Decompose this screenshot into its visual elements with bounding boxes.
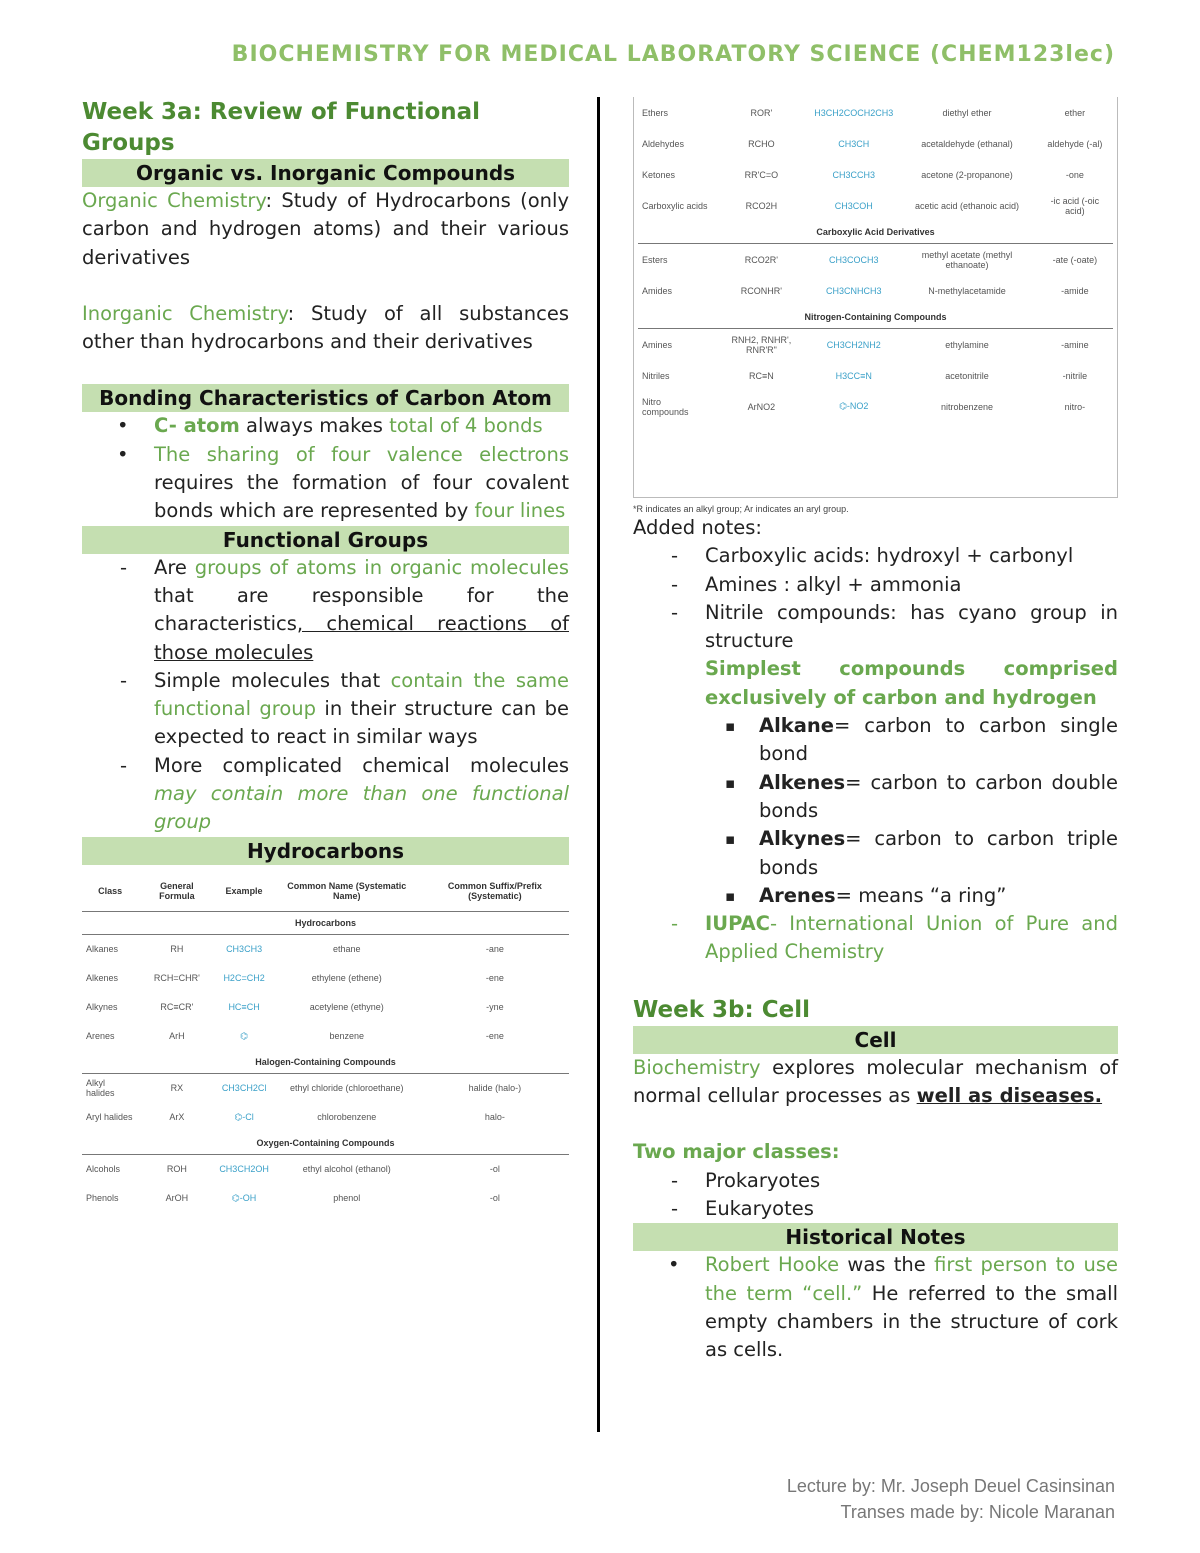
table-cell: -one xyxy=(1065,169,1084,180)
cell-classes-list xyxy=(633,1167,1118,1224)
lecturer-credit: Lecture by: Mr. Joseph Deuel Casinsinan xyxy=(786,1476,1115,1496)
table-section-title: Oxygen-Containing Compounds xyxy=(82,1132,569,1155)
table-cell: ethyl alcohol (ethanol) xyxy=(302,1164,391,1175)
table-cell: ArOH xyxy=(165,1193,189,1204)
table-cell: RCONHR' xyxy=(740,285,783,296)
table-row xyxy=(82,964,569,993)
table-cell: RH xyxy=(170,944,184,955)
table-cell: Alkenes xyxy=(86,973,119,984)
table-cell: CH3CNHCH3 xyxy=(825,285,882,296)
functional-item-2: - Simple molecules that contain the same functional group in their structure can be expected to react in similar ways xyxy=(82,667,569,752)
inorganic-definition: : Study of all substances other than hydrocarbons and their derivatives xyxy=(82,301,569,354)
table-cell: -amide xyxy=(1061,285,1089,296)
added-notes-list xyxy=(633,542,1118,655)
table-cell: RCH=CHR' xyxy=(153,973,200,984)
table-cell: acetone (2-propanone) xyxy=(921,169,1013,180)
table-cell: CH3CH2Cl xyxy=(221,1083,267,1094)
table-header-cell: Common Name (Systematic Name) xyxy=(273,871,421,912)
table-cell: benzene xyxy=(329,1031,365,1042)
hc-arenes: ▪ Arenes= means “a ring” xyxy=(633,882,1118,910)
table-cell: RC≡CR' xyxy=(160,1002,194,1013)
table-cell: Aldehydes xyxy=(642,138,685,149)
table-cell: -yne xyxy=(486,1002,504,1013)
table-header-row xyxy=(82,871,569,912)
table-cell: ethane xyxy=(333,944,361,955)
note-item: - Nitrile compounds: has cyano group in structure xyxy=(633,599,1118,656)
table-cell: acetylene (ethyne) xyxy=(309,1002,384,1013)
table-cell: Phenols xyxy=(86,1193,119,1204)
table-cell: ArNO2 xyxy=(747,401,776,412)
functional-item-1: - Are groups of atoms in organic molecules that are responsible for the characteristics, chemical reactions of those molecules xyxy=(82,554,569,667)
iupac-item: - IUPAC- International Union of Pure and Applied Chemistry xyxy=(633,910,1118,967)
table-cell: ArH xyxy=(169,1031,185,1042)
table-cell: RNH2, RNHR', RNR'R" xyxy=(731,334,792,355)
table-cell: Carboxylic acids xyxy=(642,200,708,211)
table-section-row xyxy=(82,1051,569,1074)
table-cell: RCO2H xyxy=(745,200,778,211)
table-header-cell: Example xyxy=(215,871,273,912)
functional-groups-table-part1 xyxy=(82,871,569,1266)
functional-groups-heading: Functional Groups xyxy=(82,526,569,554)
table-cell: nitrobenzene xyxy=(940,401,994,412)
hydrocarbon-types-list xyxy=(633,712,1118,910)
historical-list xyxy=(633,1251,1118,1364)
organic-definition: : Study of Hydrocarbons (only carbon and hydrogen atoms) and their various derivatives xyxy=(82,189,569,269)
table-cell: RCO2R' xyxy=(744,254,779,265)
table-cell: Nitriles xyxy=(642,370,670,381)
table-cell: acetaldehyde (ethanal) xyxy=(921,138,1013,149)
table-cell: CH3CH2OH xyxy=(219,1164,269,1175)
table-cell: Amides xyxy=(642,285,673,296)
table-cell: Alcohols xyxy=(86,1164,121,1175)
table-cell: ⌬-OH xyxy=(231,1192,257,1203)
table-row xyxy=(638,97,1113,128)
table-row xyxy=(82,1154,569,1184)
table-cell: ethyl chloride (chloroethane) xyxy=(289,1083,404,1094)
table-cell: RR'C=O xyxy=(744,169,779,180)
table-cell: Alkyl halides xyxy=(86,1078,115,1099)
week3a-title: Week 3a: Review of Functional Groups xyxy=(82,99,481,156)
table-cell: -ol xyxy=(489,1193,500,1204)
table-cell: Amines xyxy=(642,339,673,350)
table-row xyxy=(82,993,569,1022)
table-cell: ⌬-NO2 xyxy=(839,401,869,411)
bonding-bullet-2: • The sharing of four valence electrons requires the formation of four covalent bonds which are represented by four lines xyxy=(82,441,569,526)
table-cell: Aryl halides xyxy=(86,1112,133,1123)
table-cell: -ol xyxy=(489,1164,500,1175)
table-cell: ether xyxy=(1064,107,1086,118)
table-cell: chlorobenzene xyxy=(317,1112,377,1123)
table-cell: -amine xyxy=(1061,339,1089,350)
table-row xyxy=(638,360,1113,391)
table-cell: ⌬ xyxy=(240,1030,248,1041)
class-item: - Prokaryotes xyxy=(633,1167,1118,1195)
table-section-row xyxy=(82,911,569,934)
organic-inorganic-heading: Organic vs. Inorganic Compounds xyxy=(82,159,569,187)
table-cell: Alkynes xyxy=(86,1002,118,1013)
table-cell: halo- xyxy=(484,1112,505,1123)
table-row xyxy=(638,275,1113,306)
note-item: - Amines : alkyl + ammonia xyxy=(633,571,1118,599)
table-cell: CH3COH xyxy=(834,200,873,211)
table-cell: Nitro compounds xyxy=(642,396,689,417)
table-row xyxy=(638,190,1113,221)
table-section-title: Hydrocarbons xyxy=(82,911,569,934)
table-header-cell: Class xyxy=(82,871,138,912)
organic-term: Organic Chemistry xyxy=(82,189,266,212)
table-cell: phenol xyxy=(333,1193,361,1204)
table-section-title: Carboxylic Acid Derivatives xyxy=(638,221,1113,244)
table-section-title: Halogen-Containing Compounds xyxy=(82,1051,569,1074)
table-cell: halide (halo-) xyxy=(468,1083,522,1094)
table-cell: ArX xyxy=(169,1112,185,1123)
table-cell: CH3COCH3 xyxy=(828,254,879,265)
table-cell: Alkanes xyxy=(86,944,119,955)
table-cell: diethyl ether xyxy=(942,107,992,118)
table-cell: aldehyde (-al) xyxy=(1047,138,1103,149)
table-row xyxy=(82,1022,569,1051)
functional-groups-table-part2 xyxy=(633,97,1118,498)
table-cell: -ene xyxy=(485,973,504,984)
table-cell: Arenes xyxy=(86,1031,115,1042)
hc-alkenes: ▪ Alkenes= carbon to carbon double bonds xyxy=(633,769,1118,826)
table-header-cell: General Formula xyxy=(138,871,215,912)
historical-notes-heading: Historical Notes xyxy=(633,1223,1118,1251)
right-column xyxy=(633,97,1118,1364)
class-item: - Eukaryotes xyxy=(633,1195,1118,1223)
table-cell: H3CC≡N xyxy=(835,370,872,381)
table-cell: ROR' xyxy=(750,107,773,118)
hydrocarbons-heading: Hydrocarbons xyxy=(82,837,569,865)
table-section-row xyxy=(82,1132,569,1155)
table-cell: -ate (-oate) xyxy=(1052,254,1098,265)
table-header-cell: Common Suffix/Prefix (Systematic) xyxy=(421,871,569,912)
table-cell: -ic acid (-oic acid) xyxy=(1050,195,1100,216)
table-cell: -ane xyxy=(485,944,504,955)
bonding-heading: Bonding Characteristics of Carbon Atom xyxy=(82,384,569,412)
table-cell: ethylene (ethene) xyxy=(311,973,382,984)
transes-credit: Transes made by: Nicole Maranan xyxy=(840,1502,1115,1522)
table-cell: acetonitrile xyxy=(945,370,989,381)
two-major-classes: Two major classes: xyxy=(633,1140,840,1164)
organic-paragraph xyxy=(82,187,569,272)
table-cell: RCHO xyxy=(748,138,775,149)
table-section-row xyxy=(638,306,1113,329)
inorganic-term: Inorganic Chemistry xyxy=(82,301,288,325)
table-cell: ROH xyxy=(166,1164,187,1175)
iupac-list xyxy=(633,910,1118,967)
week3b-title: Week 3b: Cell xyxy=(633,996,810,1023)
table-cell: HC≡CH xyxy=(228,1002,260,1013)
table-cell: -nitrile xyxy=(1062,370,1088,381)
table-cell: CH3CH xyxy=(838,138,870,149)
table-row xyxy=(82,934,569,964)
table-row xyxy=(638,329,1113,361)
table-cell: H3CH2COCH2CH3 xyxy=(814,107,894,118)
functional-groups-list xyxy=(82,554,569,837)
cell-heading: Cell xyxy=(633,1026,1118,1054)
table-cell: nitro- xyxy=(1064,401,1086,412)
cell-paragraph: Biochemistry explores molecular mechanism of normal cellular processes as well as diseases. xyxy=(633,1055,1118,1108)
table-section-row xyxy=(638,221,1113,244)
table-section-title: Nitrogen-Containing Compounds xyxy=(638,306,1113,329)
table-cell: ethylamine xyxy=(945,339,989,350)
bonding-list xyxy=(82,412,569,525)
table-cell: RC≡N xyxy=(749,370,774,381)
document-header: BIOCHEMISTRY FOR MEDICAL LABORATORY SCIENCE (CHEM123lec) xyxy=(231,42,1115,67)
table-row xyxy=(638,244,1113,276)
table-row xyxy=(82,1184,569,1213)
added-notes-label: Added notes: xyxy=(633,516,762,539)
column-divider xyxy=(597,97,600,1432)
functional-groups-table-continued xyxy=(638,97,1113,422)
table-cell: RX xyxy=(170,1083,184,1094)
table-cell: H2C=CH2 xyxy=(223,973,265,984)
hc-alkane: ▪ Alkane= carbon to carbon single bond xyxy=(633,712,1118,769)
note-item: - Carboxylic acids: hydroxyl + carbonyl xyxy=(633,542,1118,570)
table-cell: CH3CH3 xyxy=(226,944,263,955)
table-cell: CH3CH2NH2 xyxy=(826,339,881,350)
table-cell: CH3CCH3 xyxy=(832,169,875,180)
table-cell: methyl acetate (methyl ethanoate) xyxy=(921,249,1013,270)
table-cell: N-methylacetamide xyxy=(928,285,1006,296)
table-cell: Ethers xyxy=(642,107,669,118)
table-footnote: *R indicates an alkyl group; Ar indicates an aryl group. xyxy=(633,504,849,514)
table-row xyxy=(638,128,1113,159)
left-column xyxy=(82,97,569,1266)
hc-alkynes: ▪ Alkynes= carbon to carbon triple bonds xyxy=(633,825,1118,882)
simplest-compounds: Simplest compounds comprised exclusively of carbon and hydrogen xyxy=(705,657,1118,709)
table-row xyxy=(638,391,1113,422)
bonding-bullet-1: • C- atom always makes total of 4 bonds xyxy=(82,412,569,440)
table-row xyxy=(82,1103,569,1132)
functional-groups-table xyxy=(82,871,569,1213)
hooke-item: • Robert Hooke was the first person to use the term “cell.” He referred to the small empty chambers in the structure of cork as cells. xyxy=(633,1251,1118,1364)
table-cell: -ene xyxy=(485,1031,504,1042)
table-cell: ⌬-Cl xyxy=(234,1111,254,1122)
functional-item-3: - More complicated chemical molecules may contain more than one functional group xyxy=(82,752,569,837)
table-cell: Esters xyxy=(642,254,668,265)
table-cell: Ketones xyxy=(642,169,676,180)
table-row xyxy=(82,1073,569,1103)
table-cell: acetic acid (ethanoic acid) xyxy=(914,200,1020,211)
inorganic-paragraph xyxy=(82,300,569,357)
table-row xyxy=(638,159,1113,190)
